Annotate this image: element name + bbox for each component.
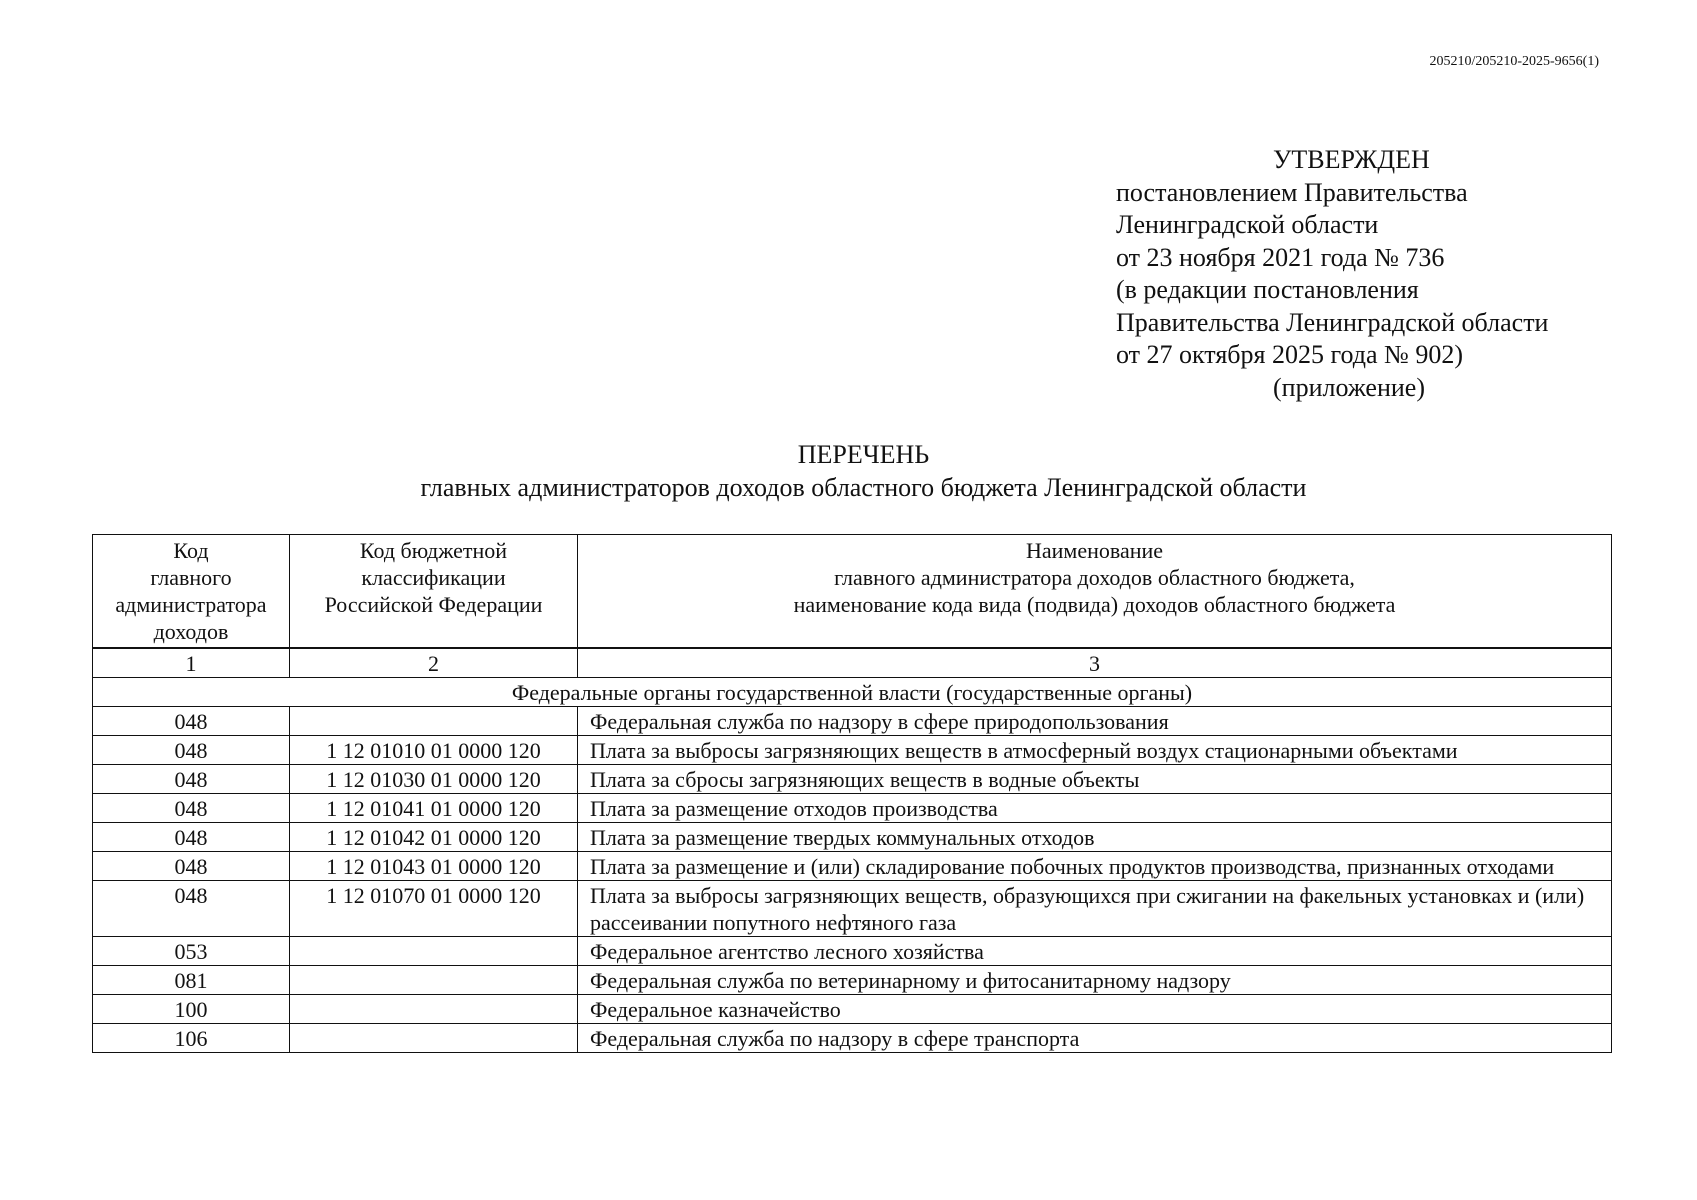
- kbk-cell: 1 12 01041 01 0000 120: [290, 794, 578, 823]
- revenue-name-cell: Плата за размещение отходов производства: [578, 794, 1612, 823]
- administrators-table: [92, 534, 1612, 1053]
- table-row: [93, 995, 1612, 1024]
- approval-heading: УТВЕРЖДЕН: [1273, 145, 1430, 174]
- kbk-cell: 1 12 01042 01 0000 120: [290, 823, 578, 852]
- revenue-name-cell: Федеральная служба по надзору в сфере транспорта: [578, 1024, 1612, 1053]
- revenue-name-cell: Плата за размещение твердых коммунальных отходов: [578, 823, 1612, 852]
- admin-code-cell: 048: [93, 881, 290, 937]
- header-line: главного: [150, 565, 232, 590]
- revenue-name-cell: Федеральное казначейство: [578, 995, 1612, 1024]
- revenue-name-cell: Федеральная служба по ветеринарному и фитосанитарному надзору: [578, 966, 1612, 995]
- table-row: [93, 794, 1612, 823]
- admin-code-cell: 048: [93, 765, 290, 794]
- revenue-name-cell: Плата за выбросы загрязняющих веществ в атмосферный воздух стационарными объектами: [578, 736, 1612, 765]
- admin-code-cell: 048: [93, 736, 290, 765]
- admin-code-cell: 048: [93, 707, 290, 736]
- title-main: ПЕРЕЧЕНЬ: [797, 440, 930, 469]
- kbk-cell: [290, 937, 578, 966]
- revenue-name-cell: Федеральная служба по надзору в сфере природопользования: [578, 707, 1612, 736]
- approval-line: от 23 ноября 2021 года № 736: [1116, 242, 1445, 272]
- table-row: [93, 966, 1612, 995]
- header-kbk: [290, 535, 578, 648]
- kbk-cell: [290, 1024, 578, 1053]
- kbk-cell: 1 12 01010 01 0000 120: [290, 736, 578, 765]
- table-row: [93, 707, 1612, 736]
- approval-line: от 27 октября 2025 года № 902): [1116, 340, 1463, 369]
- document-title: [0, 438, 1697, 504]
- table-row: [93, 852, 1612, 881]
- kbk-cell: 1 12 01030 01 0000 120: [290, 765, 578, 794]
- section-row: [93, 678, 1612, 707]
- admin-code-cell: 100: [93, 995, 290, 1024]
- kbk-cell: 1 12 01070 01 0000 120: [290, 881, 578, 937]
- kbk-cell: [290, 995, 578, 1024]
- table-row: [93, 881, 1612, 937]
- header-line: Код: [173, 538, 209, 563]
- admin-code-cell: 081: [93, 966, 290, 995]
- header-line: наименование кода вида (подвида) доходов областного бюджета: [793, 592, 1396, 617]
- table-row: [93, 823, 1612, 852]
- revenue-name-cell: Плата за сбросы загрязняющих веществ в водные объекты: [578, 765, 1612, 794]
- section-title: Федеральные органы государственной власти (государственные органы): [93, 678, 1612, 707]
- column-number: 1: [93, 649, 290, 678]
- approval-line: Правительства Ленинградской области: [1116, 307, 1549, 337]
- header-line: Наименование: [1025, 538, 1164, 563]
- admin-code-cell: 048: [93, 852, 290, 881]
- header-line: классификации: [361, 565, 506, 590]
- approval-line: (в редакции постановления: [1116, 275, 1419, 304]
- title-subtitle: главных администраторов доходов областного бюджета Ленинградской области: [420, 473, 1307, 502]
- kbk-cell: [290, 966, 578, 995]
- admin-code-cell: 048: [93, 794, 290, 823]
- header-line: главного администратора доходов областного бюджета,: [834, 565, 1355, 590]
- header-line: доходов: [153, 619, 229, 644]
- approval-appendix: (приложение): [1273, 372, 1426, 402]
- table-row: [93, 937, 1612, 966]
- table-header-row: [93, 535, 1612, 648]
- table-row: [93, 765, 1612, 794]
- header-line: администратора: [115, 592, 267, 617]
- kbk-cell: [290, 707, 578, 736]
- admin-code-cell: 053: [93, 937, 290, 966]
- revenue-name-cell: Федеральное агентство лесного хозяйства: [578, 937, 1612, 966]
- column-number: 3: [578, 649, 1612, 678]
- column-number: 2: [290, 649, 578, 678]
- header-line: Код бюджетной: [359, 538, 508, 563]
- admin-code-cell: 048: [93, 823, 290, 852]
- approval-line: Ленинградской области: [1116, 210, 1379, 239]
- revenue-name-cell: Плата за размещение и (или) складирование побочных продуктов производства, признанных отходами: [578, 852, 1612, 881]
- table-row: [93, 1024, 1612, 1053]
- table-row: [93, 736, 1612, 765]
- column-number-row: [93, 649, 1612, 678]
- header-line: Российской Федерации: [324, 592, 543, 617]
- approval-line: постановлением Правительства: [1116, 177, 1468, 207]
- header-name: [578, 535, 1612, 648]
- revenue-name-cell: Плата за выбросы загрязняющих веществ, образующихся при сжигании на факельных установках и (или) рассеивании попутного нефтяного газа: [578, 881, 1612, 937]
- kbk-cell: 1 12 01043 01 0000 120: [290, 852, 578, 881]
- approval-block: [1116, 144, 1548, 404]
- document-number: 205210/205210-2025-9656(1): [1429, 54, 1599, 69]
- admin-code-cell: 106: [93, 1024, 290, 1053]
- header-admin-code: [93, 535, 290, 648]
